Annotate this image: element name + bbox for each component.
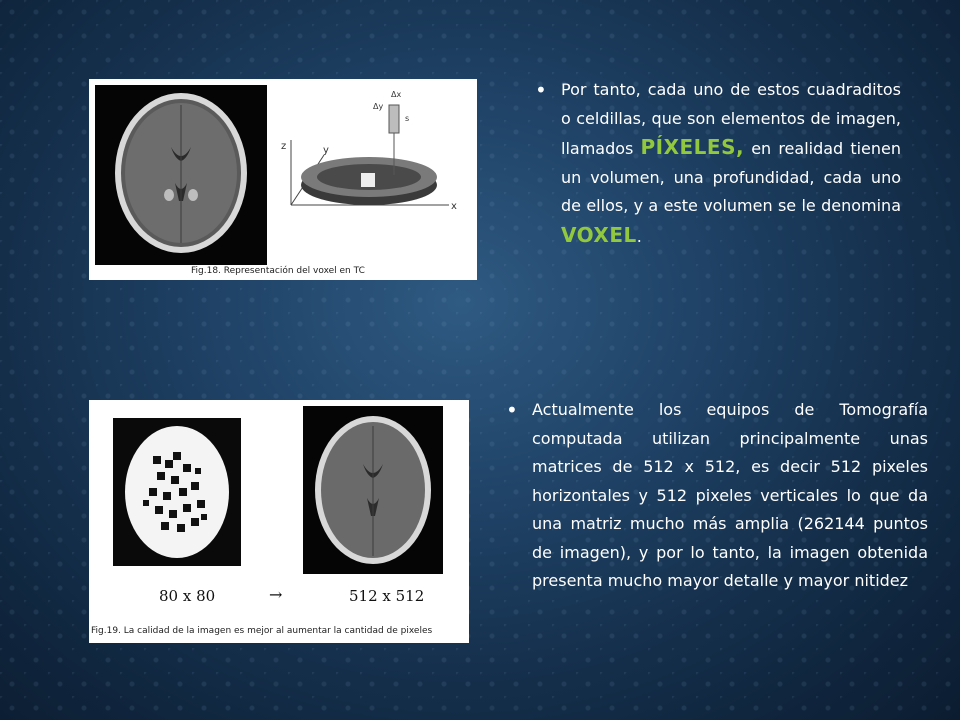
bullet-matrix-explanation [506, 396, 928, 596]
bullet-2-text: Actualmente los equipos de Tomografía computada utilizan principalmente unas matrices de 512 x 512, es decir 512 pixeles horizontales y 512 pixeles verticales lo que da una matriz mucho más amplia (262144 puntos de imagen), y por lo tanto, la imagen obtenida presenta mucho mayor detalle y mayor nitidez [532, 400, 928, 590]
axis-x-label: x [451, 201, 457, 212]
axis-z-label: z [281, 141, 287, 152]
arrow-right-icon: → [269, 585, 283, 604]
low-res-brain-graphic [113, 418, 241, 566]
highlight-voxel: VOXEL [561, 222, 637, 247]
figure-18-caption: Fig.18. Representación del voxel en TC [191, 266, 365, 276]
ct-scan-image [95, 85, 267, 265]
bullet-1-text-c: . [636, 226, 642, 246]
high-res-brain-graphic [303, 406, 443, 574]
voxel-diagram [279, 85, 474, 265]
brain-ct-graphic [95, 85, 267, 265]
bullet-1-text-a: Por tanto, cada uno de estos cuadraditos o celdillas, que son elementos de imagen, llamados [561, 80, 901, 158]
voxel-dy-label: Δy [373, 102, 384, 111]
ct-high-res-image [303, 406, 443, 574]
ct-low-res-image [113, 418, 241, 566]
bullet-dot-icon: • [535, 78, 547, 102]
label-80x80: 80 x 80 [159, 587, 216, 605]
figure-19-resolution-comparison [89, 400, 469, 643]
highlight-pixeles: PÍXELES, [640, 135, 745, 159]
label-512x512: 512 x 512 [349, 587, 425, 605]
voxel-dx-label: Δx [391, 90, 402, 99]
figure-19-caption: Fig.19. La calidad de la imagen es mejor al aumentar la cantidad de pixeles [91, 626, 433, 636]
figure-18-voxel-ct [89, 79, 477, 280]
axis-y-label: y [323, 145, 329, 156]
voxel-s-label: s [405, 114, 410, 123]
bullet-dot-icon: • [506, 398, 518, 422]
bullet-voxel-explanation [535, 76, 902, 251]
bullet-1-text-b: en realidad tienen un volumen, una profundidad, cada uno de ellos, y a este volumen se le denomina [561, 139, 902, 215]
